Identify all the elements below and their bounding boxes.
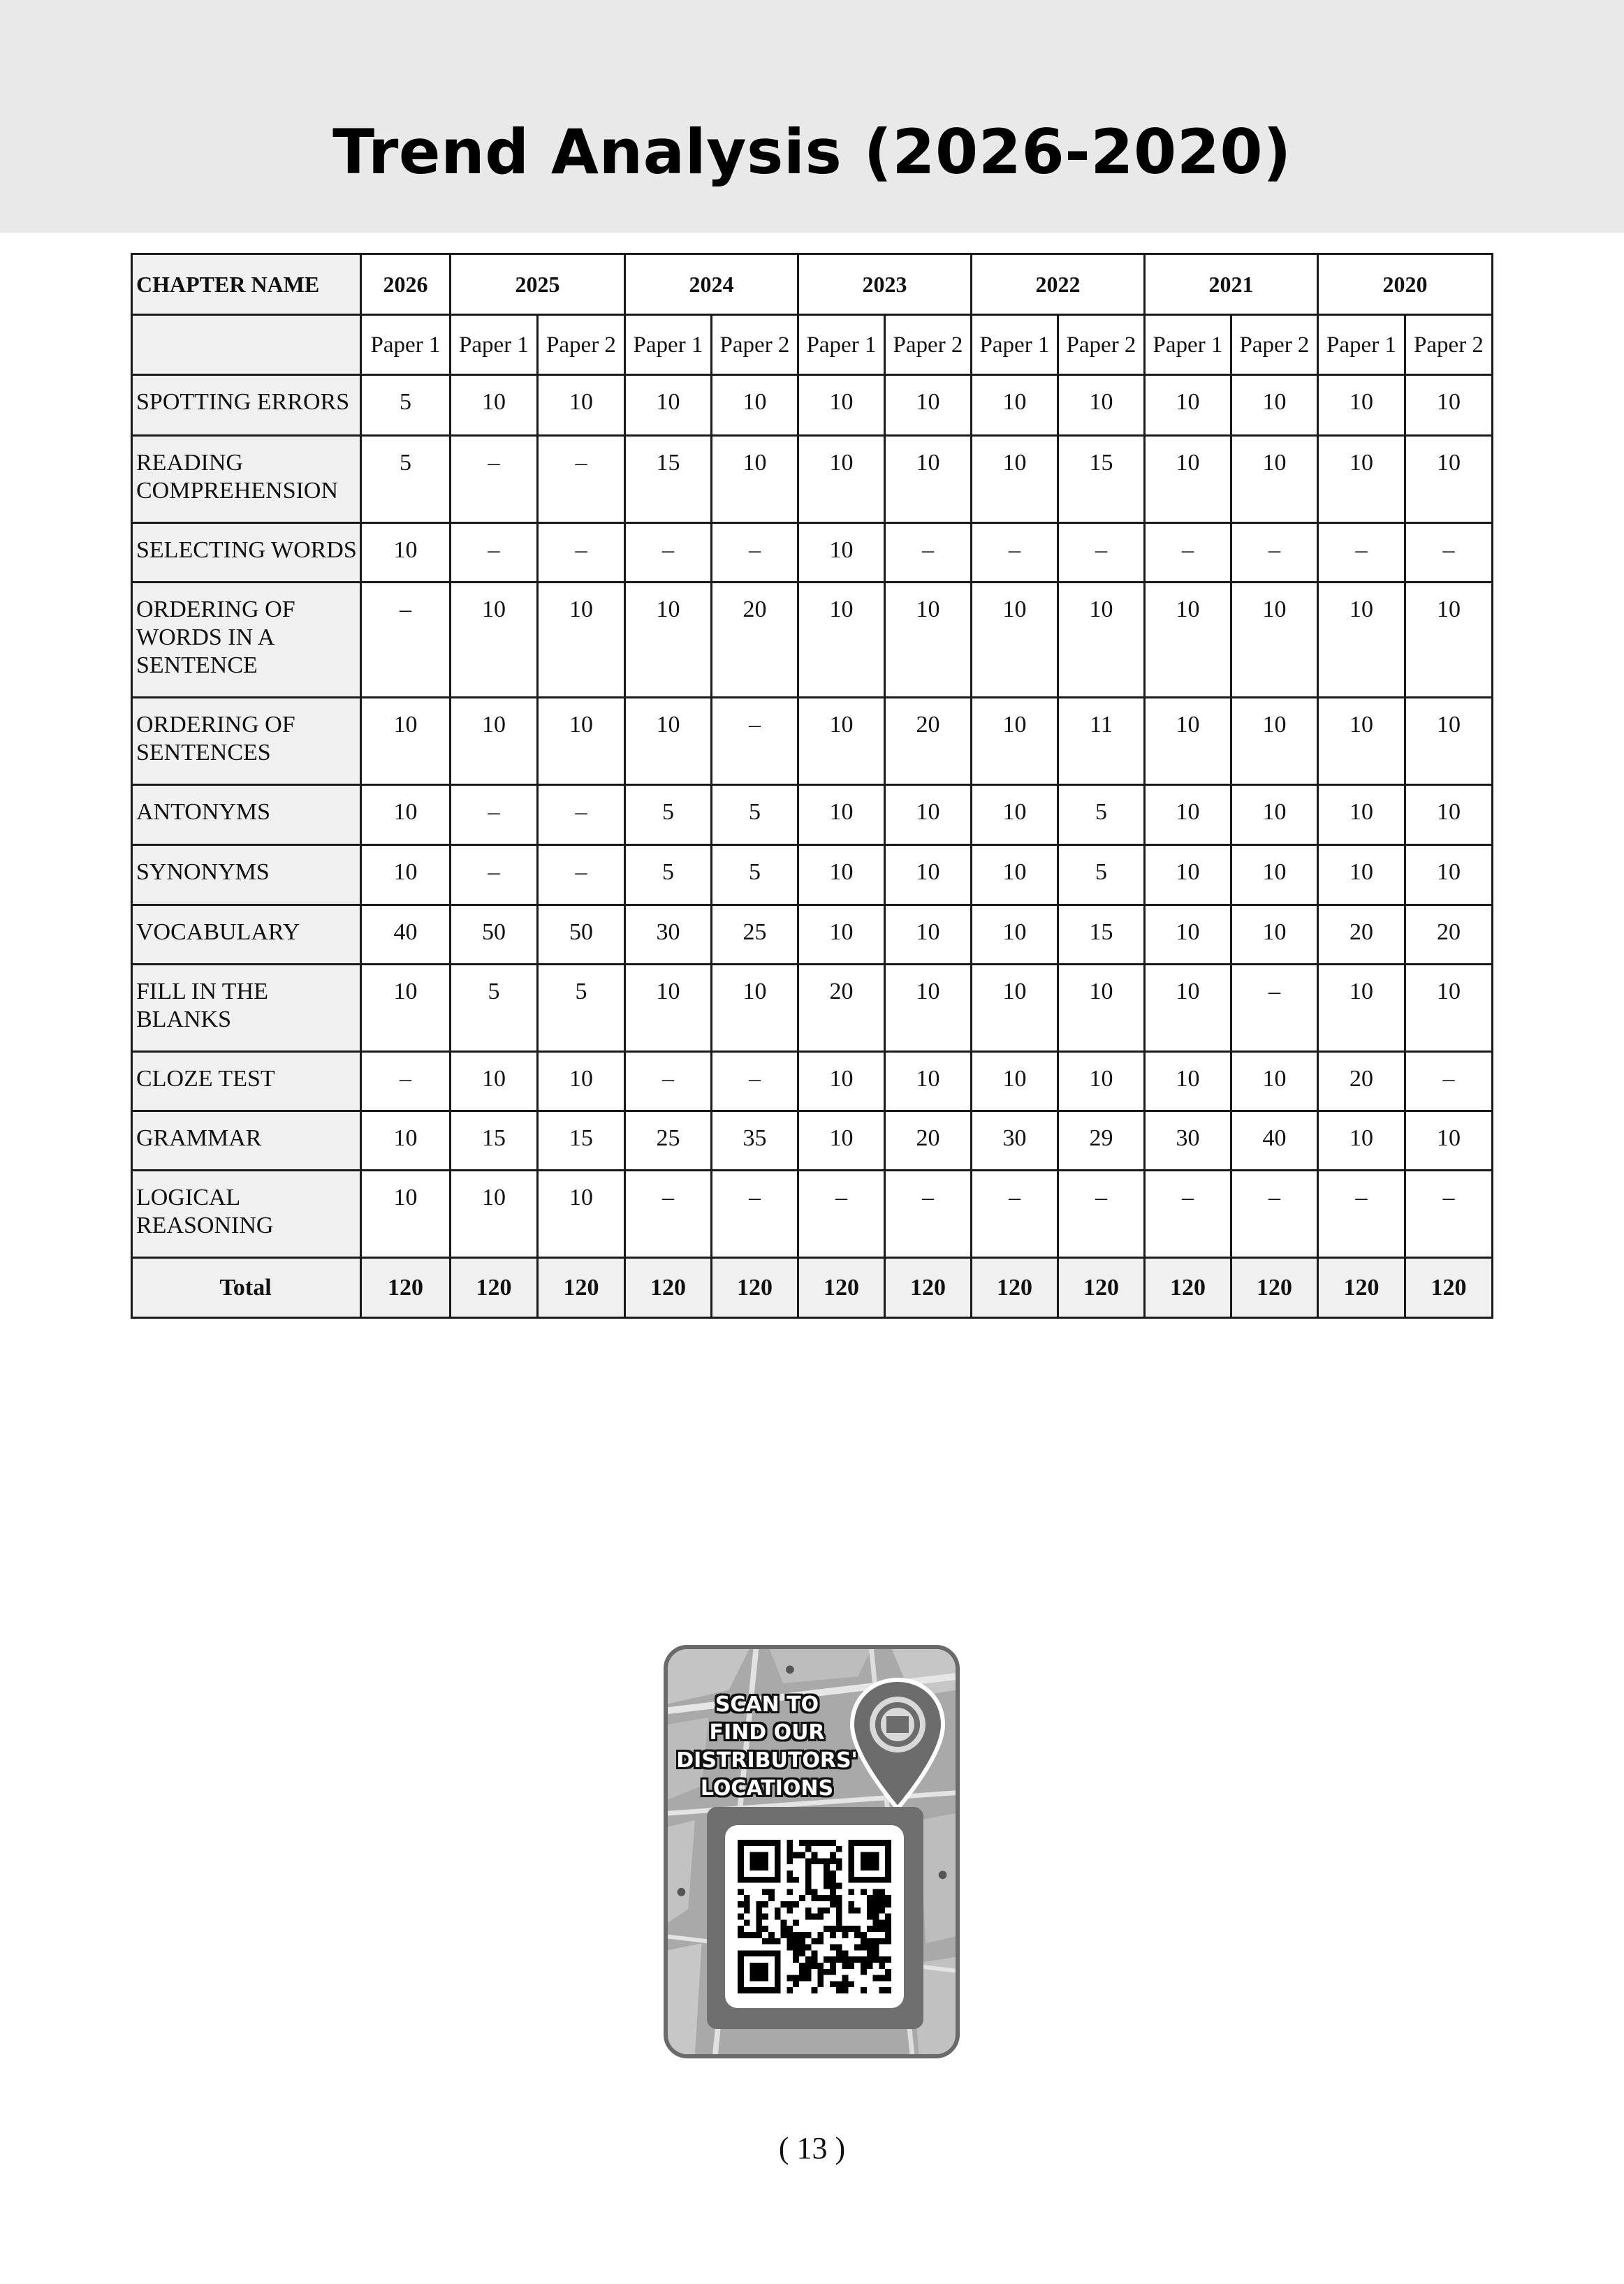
value-cell: 15 (451, 1111, 538, 1171)
value-cell: – (1058, 1171, 1145, 1258)
chapter-name-cell: SPOTTING ERRORS (132, 375, 361, 436)
value-cell: – (972, 523, 1058, 583)
year-header: 2020 (1318, 254, 1493, 315)
value-cell: 10 (361, 1171, 451, 1258)
value-cell: 10 (538, 375, 625, 436)
value-cell: – (625, 1171, 712, 1258)
value-cell: 10 (1318, 785, 1405, 845)
value-cell: 10 (712, 375, 798, 436)
value-cell: 10 (625, 965, 712, 1052)
value-cell: 10 (538, 583, 625, 698)
value-cell: – (885, 523, 972, 583)
year-header: 2021 (1145, 254, 1318, 315)
value-cell: – (1231, 1171, 1318, 1258)
value-cell: – (361, 1052, 451, 1111)
value-cell: – (451, 436, 538, 523)
total-label: Total (132, 1258, 361, 1318)
paper-header: Paper 1 (972, 315, 1058, 375)
table-row (132, 785, 1493, 845)
qr-caption-line: LOCATIONS (700, 1776, 834, 1801)
value-cell: 10 (1058, 965, 1145, 1052)
value-cell: 5 (361, 436, 451, 523)
value-cell: – (1405, 523, 1493, 583)
paper-header: Paper 2 (885, 315, 972, 375)
total-value-cell: 120 (1145, 1258, 1231, 1318)
value-cell: 10 (1145, 785, 1231, 845)
value-cell: 10 (1058, 583, 1145, 698)
value-cell: – (1318, 523, 1405, 583)
paper-header: Paper 2 (1058, 315, 1145, 375)
value-cell: 10 (972, 905, 1058, 965)
value-cell: 10 (1231, 436, 1318, 523)
value-cell: 10 (798, 583, 885, 698)
paper-header: Paper 1 (451, 315, 538, 375)
value-cell: 20 (712, 583, 798, 698)
value-cell: 10 (1145, 583, 1231, 698)
paper-header: Paper 1 (1318, 315, 1405, 375)
total-value-cell: 120 (1058, 1258, 1145, 1318)
value-cell: 10 (1405, 375, 1493, 436)
value-cell: – (798, 1171, 885, 1258)
value-cell: 10 (451, 583, 538, 698)
total-row (132, 1258, 1493, 1318)
value-cell: – (712, 1052, 798, 1111)
value-cell: 10 (885, 785, 972, 845)
table-row (132, 1111, 1493, 1171)
chapter-name-cell: SYNONYMS (132, 845, 361, 905)
value-cell: 5 (712, 785, 798, 845)
chapter-name-cell: FILL IN THE BLANKS (132, 965, 361, 1052)
paper-header: Paper 1 (361, 315, 451, 375)
value-cell: 10 (451, 698, 538, 785)
value-cell: 10 (972, 785, 1058, 845)
value-cell: 50 (451, 905, 538, 965)
paper-header-row (132, 315, 1493, 375)
value-cell: 10 (885, 583, 972, 698)
total-value-cell: 120 (798, 1258, 885, 1318)
blank-header-cell (132, 315, 361, 375)
value-cell: – (538, 523, 625, 583)
table-row (132, 583, 1493, 698)
value-cell: 5 (1058, 785, 1145, 845)
total-value-cell: 120 (712, 1258, 798, 1318)
total-value-cell: 120 (538, 1258, 625, 1318)
value-cell: 30 (972, 1111, 1058, 1171)
value-cell: 10 (538, 1171, 625, 1258)
total-value-cell: 120 (1318, 1258, 1405, 1318)
value-cell: – (972, 1171, 1058, 1258)
value-cell: 5 (538, 965, 625, 1052)
chapter-name-cell: ORDERING OF WORDS IN A SENTENCE (132, 583, 361, 698)
value-cell: – (361, 583, 451, 698)
table-row (132, 1171, 1493, 1258)
value-cell: 10 (1231, 785, 1318, 845)
value-cell: 10 (451, 1052, 538, 1111)
value-cell: 10 (451, 1171, 538, 1258)
value-cell: 10 (712, 965, 798, 1052)
page-number: ( 13 ) (778, 2131, 846, 2165)
value-cell: 10 (1231, 1052, 1318, 1111)
chapter-name-cell: ANTONYMS (132, 785, 361, 845)
total-value-cell: 120 (1405, 1258, 1493, 1318)
value-cell: 10 (885, 845, 972, 905)
value-cell: 10 (538, 1052, 625, 1111)
value-cell: 5 (1058, 845, 1145, 905)
value-cell: 10 (1318, 845, 1405, 905)
value-cell: 10 (798, 785, 885, 845)
value-cell: 40 (361, 905, 451, 965)
value-cell: 30 (625, 905, 712, 965)
value-cell: 10 (1145, 1052, 1231, 1111)
value-cell: 25 (625, 1111, 712, 1171)
value-cell: 20 (885, 698, 972, 785)
value-cell: – (451, 785, 538, 845)
value-cell: 15 (1058, 436, 1145, 523)
value-cell: 10 (361, 698, 451, 785)
table-row (132, 965, 1493, 1052)
chapter-name-cell: GRAMMAR (132, 1111, 361, 1171)
table-row (132, 905, 1493, 965)
value-cell: 10 (972, 845, 1058, 905)
value-cell: 10 (1318, 583, 1405, 698)
chapter-name-cell: LOGICAL REASONING (132, 1171, 361, 1258)
value-cell: 5 (625, 785, 712, 845)
value-cell: – (712, 698, 798, 785)
qr-caption-line: FIND OUR (709, 1720, 825, 1745)
value-cell: 10 (361, 1111, 451, 1171)
value-cell: 10 (972, 583, 1058, 698)
chapter-name-cell: ORDERING OF SENTENCES (132, 698, 361, 785)
qr-code-icon[interactable] (738, 1838, 891, 1996)
value-cell: 20 (1318, 905, 1405, 965)
value-cell: 11 (1058, 698, 1145, 785)
value-cell: 5 (625, 845, 712, 905)
value-cell: 5 (361, 375, 451, 436)
value-cell: 5 (712, 845, 798, 905)
value-cell: 10 (1231, 583, 1318, 698)
table-row (132, 375, 1493, 436)
chapter-name-cell: CLOZE TEST (132, 1052, 361, 1111)
value-cell: 10 (798, 436, 885, 523)
value-cell: 10 (972, 375, 1058, 436)
value-cell: 35 (712, 1111, 798, 1171)
value-cell: 10 (451, 375, 538, 436)
value-cell: 10 (1231, 698, 1318, 785)
value-cell: 10 (885, 965, 972, 1052)
table-row (132, 698, 1493, 785)
value-cell: 20 (798, 965, 885, 1052)
value-cell: 10 (361, 965, 451, 1052)
value-cell: 10 (798, 698, 885, 785)
table-row (132, 1052, 1493, 1111)
value-cell: 10 (361, 523, 451, 583)
value-cell: – (1058, 523, 1145, 583)
chapter-name-cell: SELECTING WORDS (132, 523, 361, 583)
paper-header: Paper 1 (798, 315, 885, 375)
value-cell: 10 (1318, 436, 1405, 523)
paper-header: Paper 1 (1145, 315, 1231, 375)
value-cell: 10 (1145, 375, 1231, 436)
value-cell: 25 (712, 905, 798, 965)
value-cell: 20 (1405, 905, 1493, 965)
value-cell: 10 (1145, 436, 1231, 523)
paper-header: Paper 1 (625, 315, 712, 375)
year-header: 2024 (625, 254, 798, 315)
map-pin-icon (845, 1674, 950, 1814)
value-cell: 10 (1145, 845, 1231, 905)
value-cell: 10 (712, 436, 798, 523)
value-cell: – (625, 523, 712, 583)
value-cell: 10 (1058, 375, 1145, 436)
value-cell: 10 (1405, 698, 1493, 785)
trend-table (131, 253, 1493, 1319)
value-cell: 10 (885, 375, 972, 436)
value-cell: 10 (361, 785, 451, 845)
value-cell: 10 (1231, 905, 1318, 965)
value-cell: 10 (798, 1111, 885, 1171)
total-value-cell: 120 (972, 1258, 1058, 1318)
table-row (132, 845, 1493, 905)
value-cell: 10 (798, 523, 885, 583)
value-cell: 10 (885, 905, 972, 965)
value-cell: – (538, 845, 625, 905)
qr-caption-line: SCAN TO (715, 1692, 819, 1717)
value-cell: 10 (885, 436, 972, 523)
value-cell: 10 (625, 698, 712, 785)
value-cell: – (451, 845, 538, 905)
value-cell: 10 (1405, 1111, 1493, 1171)
year-header: 2026 (361, 254, 451, 315)
chapter-name-cell: READING COMPREHENSION (132, 436, 361, 523)
paper-header: Paper 2 (1231, 315, 1318, 375)
value-cell: 10 (972, 965, 1058, 1052)
total-value-cell: 120 (451, 1258, 538, 1318)
table-row (132, 436, 1493, 523)
value-cell: 15 (538, 1111, 625, 1171)
paper-header: Paper 2 (1405, 315, 1493, 375)
value-cell: 15 (625, 436, 712, 523)
value-cell: 10 (1145, 905, 1231, 965)
value-cell: 10 (538, 698, 625, 785)
value-cell: 10 (1145, 965, 1231, 1052)
value-cell: – (885, 1171, 972, 1258)
value-cell: – (712, 1171, 798, 1258)
year-header: 2025 (451, 254, 625, 315)
value-cell: – (1318, 1171, 1405, 1258)
value-cell: 29 (1058, 1111, 1145, 1171)
value-cell: – (1145, 1171, 1231, 1258)
value-cell: 10 (625, 375, 712, 436)
value-cell: 10 (798, 1052, 885, 1111)
value-cell: 10 (1405, 785, 1493, 845)
value-cell: 10 (1405, 845, 1493, 905)
value-cell: 10 (1318, 965, 1405, 1052)
value-cell: 10 (1318, 375, 1405, 436)
value-cell: 10 (798, 375, 885, 436)
value-cell: 10 (361, 845, 451, 905)
value-cell: – (625, 1052, 712, 1111)
value-cell: 15 (1058, 905, 1145, 965)
value-cell: 10 (1405, 436, 1493, 523)
value-cell: 10 (798, 845, 885, 905)
value-cell: 10 (1145, 698, 1231, 785)
value-cell: 10 (1318, 1111, 1405, 1171)
qr-caption (676, 1691, 858, 1803)
value-cell: – (451, 523, 538, 583)
value-cell: 10 (972, 698, 1058, 785)
value-cell: – (1231, 965, 1318, 1052)
page-title: Trend Analysis (2026-2020) (332, 116, 1292, 188)
total-value-cell: 120 (625, 1258, 712, 1318)
chapter-name-header: CHAPTER NAME (132, 254, 361, 315)
qr-caption-line: DISTRIBUTORS' (676, 1748, 858, 1773)
value-cell: 30 (1145, 1111, 1231, 1171)
value-cell: 10 (798, 905, 885, 965)
value-cell: 10 (1231, 375, 1318, 436)
value-cell: – (1405, 1052, 1493, 1111)
value-cell: 10 (1318, 698, 1405, 785)
value-cell: 10 (1058, 1052, 1145, 1111)
value-cell: 10 (972, 1052, 1058, 1111)
value-cell: – (538, 436, 625, 523)
value-cell: – (1231, 523, 1318, 583)
value-cell: 10 (972, 436, 1058, 523)
chapter-name-cell: VOCABULARY (132, 905, 361, 965)
distributor-qr-card[interactable] (664, 1645, 960, 2058)
value-cell: – (538, 785, 625, 845)
paper-header: Paper 2 (538, 315, 625, 375)
value-cell: 10 (1405, 965, 1493, 1052)
value-cell: 10 (885, 1052, 972, 1111)
value-cell: 10 (1231, 845, 1318, 905)
year-header: 2022 (972, 254, 1145, 315)
value-cell: 10 (1405, 583, 1493, 698)
total-value-cell: 120 (1231, 1258, 1318, 1318)
table-body (132, 375, 1493, 1318)
value-cell: – (1405, 1171, 1493, 1258)
value-cell: 40 (1231, 1111, 1318, 1171)
year-header-row (132, 254, 1493, 315)
total-value-cell: 120 (361, 1258, 451, 1318)
value-cell: 20 (885, 1111, 972, 1171)
value-cell: 10 (625, 583, 712, 698)
year-header: 2023 (798, 254, 972, 315)
value-cell: 50 (538, 905, 625, 965)
value-cell: 5 (451, 965, 538, 1052)
total-value-cell: 120 (885, 1258, 972, 1318)
value-cell: – (712, 523, 798, 583)
table-row (132, 523, 1493, 583)
value-cell: 20 (1318, 1052, 1405, 1111)
value-cell: – (1145, 523, 1231, 583)
paper-header: Paper 2 (712, 315, 798, 375)
